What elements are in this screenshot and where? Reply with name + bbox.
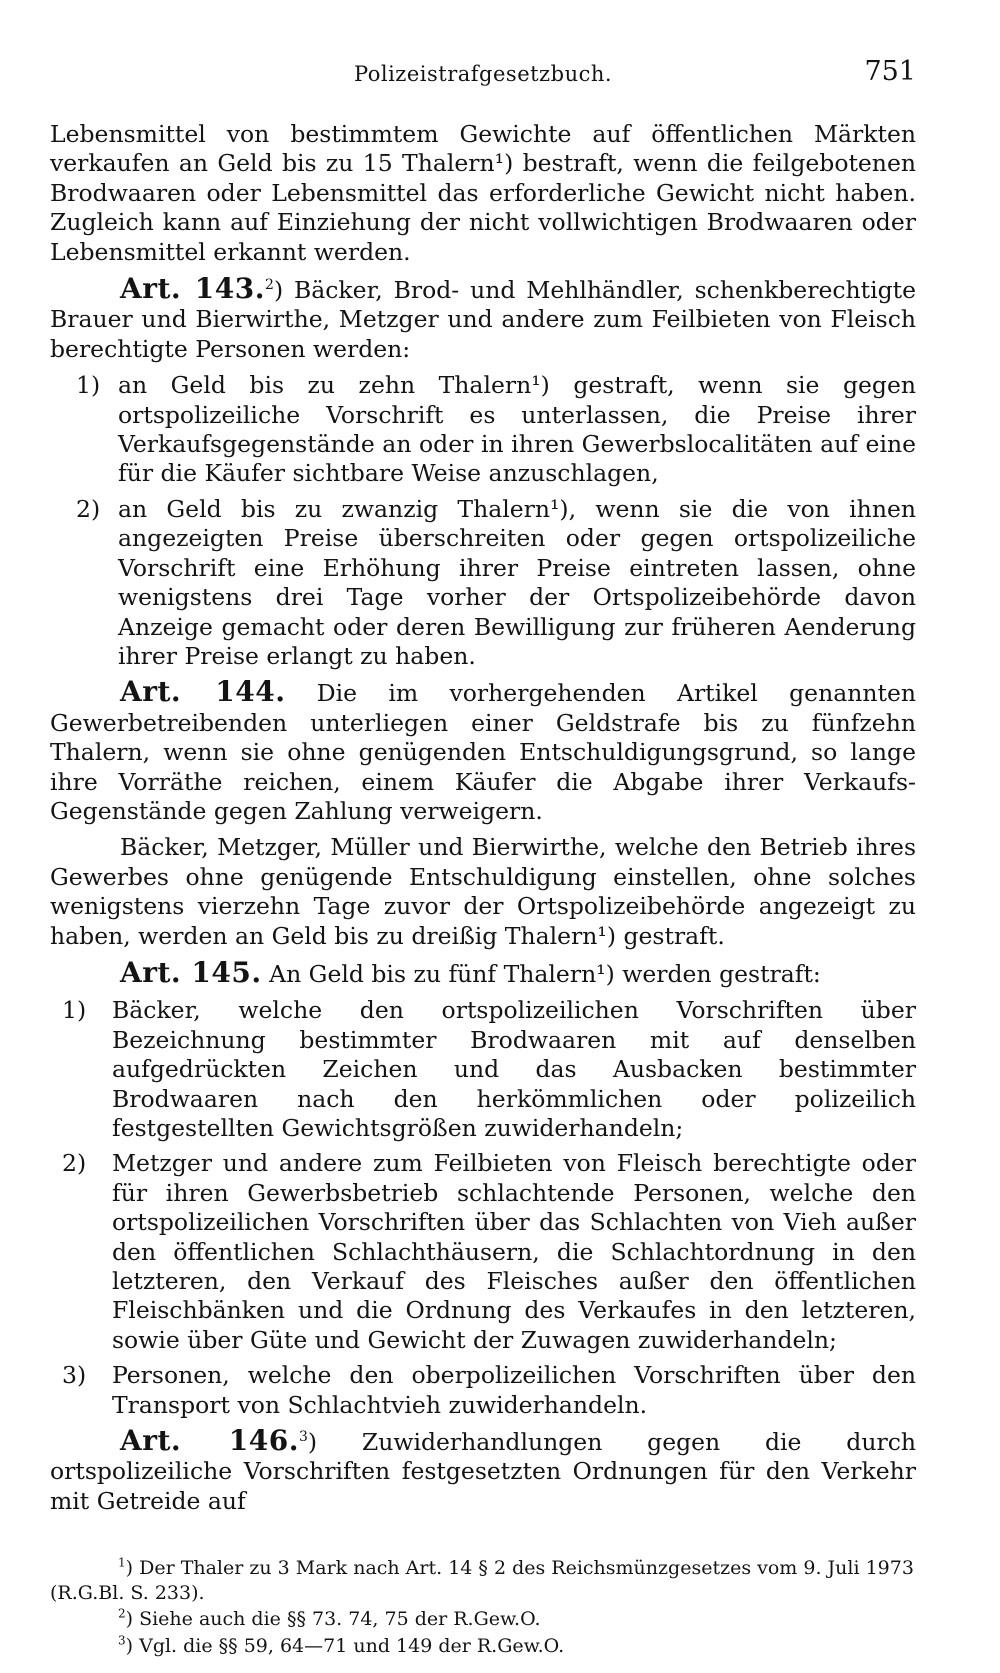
footnotes: [50, 1556, 916, 1658]
article-label: Art. 146.: [120, 1424, 299, 1458]
footnote: [50, 1634, 916, 1659]
list-item: [50, 1361, 916, 1420]
list-item: [50, 371, 916, 489]
footnote-mark: 1: [118, 1555, 126, 1570]
footnote-text: ) Siehe auch die §§ 73. 74, 75 der R.Gew.O.: [125, 1608, 541, 1631]
article-text: Die im vorhergehenden Artikel genannten Gewerbetreibenden unterliegen einer Geldstrafe bis zu fünfzehn Thalern, wenn sie ohne genügenden Entschuldigungsgrund, so lange ihre Vorräthe reichen, einem Käufer die Abgabe ihrer Verkaufs-Gegenstände gegen Zahlung verweigern.: [50, 679, 916, 825]
page-number: 751: [864, 56, 916, 87]
item-number: 3): [62, 1361, 87, 1390]
footnote-ref: 3: [298, 1429, 308, 1446]
item-number: 1): [62, 996, 87, 1025]
footnote-text: ) Vgl. die §§ 59, 64—71 und 149 der R.Gew.O.: [125, 1634, 565, 1657]
article-144: [50, 677, 916, 826]
footnote: [50, 1556, 916, 1605]
article-text: ) Bäcker, Brod- und Mehlhändler, schenkberechtigte Brauer und Bierwirthe, Metzger und andere zum Feilbieten von Fleisch berechtigte Personen werden:: [50, 276, 917, 363]
footnote-mark: 3: [118, 1633, 126, 1648]
footnote-mark: 2: [118, 1606, 126, 1621]
page-header: [50, 56, 916, 96]
list-item: [50, 1149, 916, 1355]
article-text: ) Zuwiderhandlungen gegen die durch ortspolizeiliche Vorschriften festgesetzten Ordnungen für den Verkehr mit Getreide auf: [50, 1428, 916, 1515]
item-text: an Geld bis zu zwanzig Thalern¹), wenn sie die von ihnen angezeigten Preise überschreiten oder gegen ortspolizeiliche Vorschrift eine Erhöhung ihrer Preise eintreten lassen, ohne wenigstens drei Tage vorher der Ortspolizeibehörde davon Anzeige gemacht oder deren Bewilligung zur früheren Aenderung ihrer Preise erlangt zu haben.: [118, 494, 916, 670]
article-144-paragraph-2: Bäcker, Metzger, Müller und Bierwirthe, welche den Betrieb ihres Gewerbes ohne genügende Entschuldigung einstellen, ohne solches wenigstens vierzehn Tage zuvor der Ortspolizeibehörde angezeigt zu haben, werden an Geld bis zu dreißig Thalern¹) gestraft.: [50, 833, 916, 950]
article-146: [50, 1426, 916, 1516]
footnote-text: ) Der Thaler zu 3 Mark nach Art. 14 § 2 des Reichsmünzgesetzes vom 9. Juli 1973 (R.G.Bl. S. 233).: [50, 1557, 914, 1604]
item-number: 2): [62, 1149, 87, 1178]
item-text: an Geld bis zu zehn Thalern¹) gestraft, wenn sie gegen ortspolizeiliche Vorschrift es unterlassen, die Preise ihrer Verkaufsgegenstände an oder in ihren Gewerbslocalitäten auf eine für die Käufer sichtbare Weise anzuschlagen,: [118, 371, 916, 488]
article-145: [50, 955, 916, 989]
continued-paragraph: Lebensmittel von bestimmtem Gewichte auf öffentlichen Märkten verkaufen an Geld bis zu 15 Thalern¹) bestraft, wenn die feilgebotenen Brodwaaren oder Lebensmittel das erforderliche Gewicht nicht haben. Zugleich kann auf Einziehung der nicht vollwichtigen Brodwaaren oder Lebensmittel erkannt werden.: [50, 120, 916, 266]
running-title: Polizeistrafgesetzbuch.: [353, 62, 613, 86]
article-text: An Geld bis zu fünf Thalern¹) werden gestraft:: [269, 959, 821, 988]
article-label: Art. 144.: [120, 675, 286, 709]
list-item: [50, 996, 916, 1143]
article-label: Art. 143.: [120, 272, 266, 306]
item-text: Bäcker, welche den ortspolizeilichen Vorschriften über Bezeichnung bestimmter Brodwaaren mit auf denselben aufgedrückten Zeichen und das Ausbacken bestimmter Brodwaaren nach den herkömmlichen oder polizeilich festgestellten Gewichtsgrößen zuwiderhandeln;: [112, 996, 916, 1142]
item-number: 1): [76, 371, 101, 400]
item-text: Personen, welche den oberpolizeilichen Vorschriften über den Transport von Schlachtvieh zuwiderhandeln.: [112, 1361, 916, 1419]
article-143: [50, 274, 916, 364]
list-item: [50, 495, 916, 671]
item-text: Metzger und andere zum Feilbieten von Fleisch berechtigte oder für ihren Gewerbsbetrieb schlachtende Personen, welche den ortspolizeilichen Vorschriften über das Schlachten von Vieh außer den öffentlichen Schlachthäusern, die Schlachtordnung in den letzteren, den Verkauf des Fleisches außer den öffentlichen Fleischbänken und die Ordnung des Verkaufes in den letzteren, sowie über Güte und Gewicht der Zuwagen zuwiderhandeln;: [112, 1149, 916, 1354]
item-number: 2): [76, 494, 101, 523]
footnote: [50, 1607, 916, 1632]
article-label: Art. 145.: [120, 955, 262, 989]
body-text: [50, 120, 916, 1516]
footnote-ref: 2: [265, 277, 274, 294]
